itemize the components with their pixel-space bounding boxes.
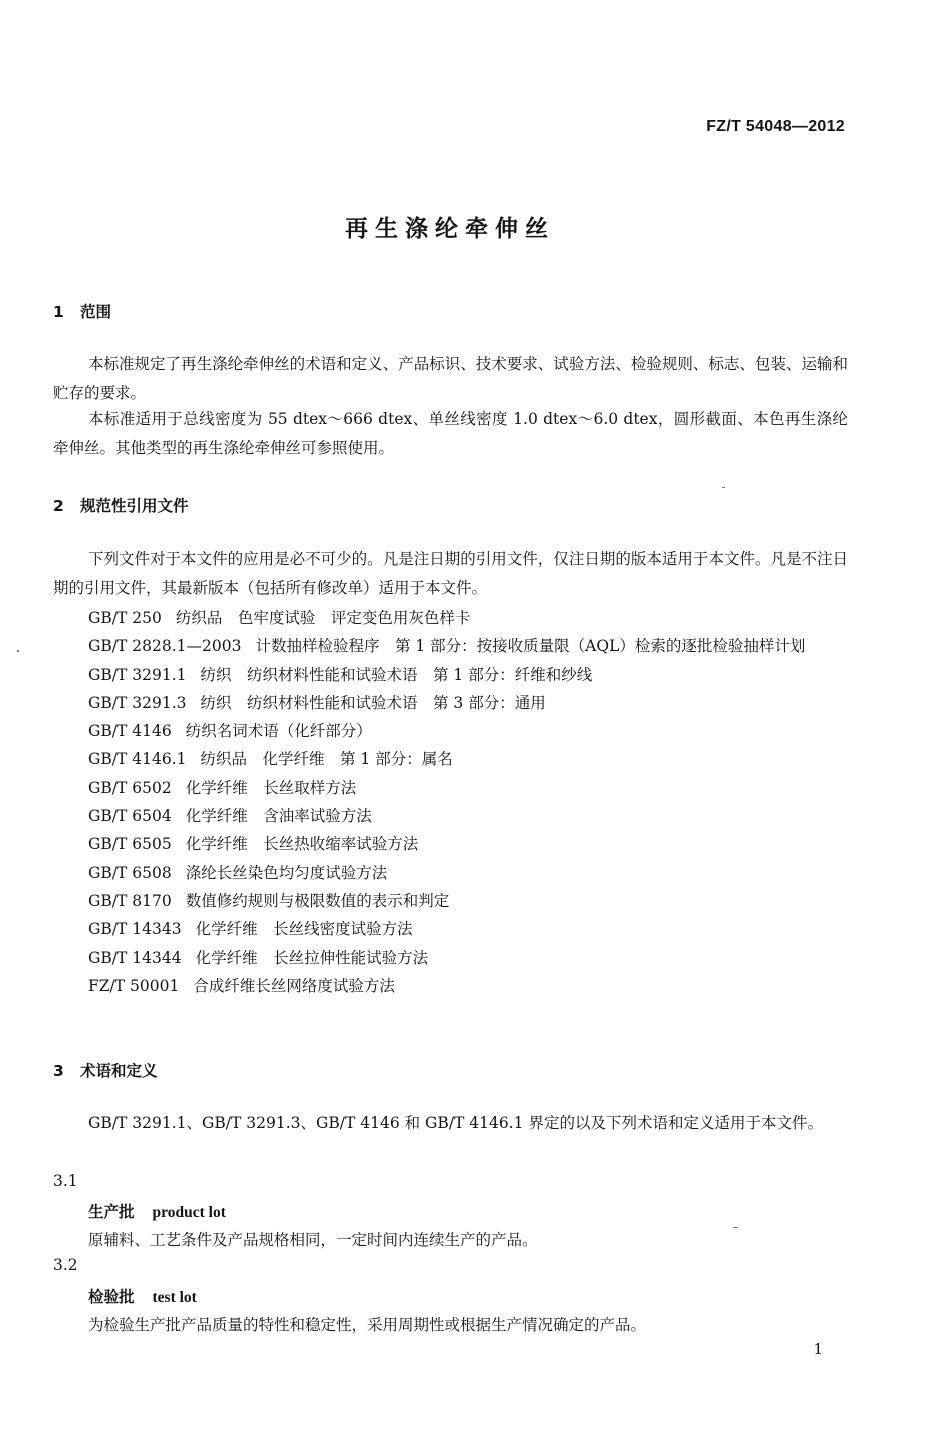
section-3-heading <box>53 1059 158 1081</box>
section-1-number: 1 <box>53 303 64 321</box>
term-entry <box>88 1200 226 1222</box>
term-english: test lot <box>152 1289 197 1306</box>
reference-title: 化学纤维 长丝取样方法 <box>185 778 357 797</box>
section-3-number: 3 <box>53 1062 64 1080</box>
reference-title: 化学纤维 长丝线密度试验方法 <box>195 920 413 939</box>
reference-code: GB/T 8170 <box>88 891 172 910</box>
section-2-intro: 下列文件对于本文件的应用是必不可少的。凡是注日期的引用文件，仅注日期的版本适用于本文件。凡是不注日期的引用文件，其最新版本（包括所有修改单）适用于本文件。 <box>53 550 848 597</box>
reference-title: 化学纤维 长丝拉伸性能试验方法 <box>195 948 429 967</box>
reference-item <box>88 632 848 660</box>
scan-speck <box>17 650 19 652</box>
reference-item <box>88 859 848 887</box>
section-2-heading <box>53 494 189 516</box>
reference-item <box>88 802 848 830</box>
normative-reference-list <box>88 604 848 1000</box>
reference-item <box>88 887 848 915</box>
term-definition: 为检验生产批产品质量的特性和稳定性，采用周期性或根据生产情况确定的产品。 <box>88 1316 647 1334</box>
reference-code: GB/T 2828.1—2003 <box>88 637 242 656</box>
scan-speck <box>733 1227 738 1228</box>
reference-code: FZ/T 50001 <box>88 976 180 995</box>
reference-title: 化学纤维 长丝热收缩率试验方法 <box>185 835 419 854</box>
clause-number: 3.2 <box>53 1256 78 1274</box>
reference-code: GB/T 4146 <box>88 722 172 741</box>
reference-item <box>88 717 848 745</box>
reference-item <box>88 689 848 717</box>
reference-item <box>88 915 848 943</box>
reference-code: GB/T 6502 <box>88 778 172 797</box>
section-3-intro: GB/T 3291.1、GB/T 3291.3、GB/T 4146 和 GB/T 4146.1 界定的以及下列术语和定义适用于本文件。 <box>88 1114 823 1132</box>
scan-speck <box>722 487 725 488</box>
reference-code: GB/T 250 <box>88 609 162 627</box>
section-2-number: 2 <box>53 497 64 515</box>
reference-item <box>88 661 848 689</box>
reference-title: 纺织 纺织材料性能和试验术语 第 3 部分：通用 <box>200 693 546 712</box>
reference-item <box>88 830 848 858</box>
term-chinese: 生产批 <box>88 1203 135 1221</box>
reference-code: GB/T 14343 <box>88 920 182 939</box>
section-3-title: 术语和定义 <box>80 1062 158 1080</box>
section-1-paragraph-1: 本标准规定了再生涤纶牵伸丝的术语和定义、产品标识、技术要求、试验方法、检验规则、标志、包装、运输和贮存的要求。 <box>53 355 848 402</box>
reference-code: GB/T 6505 <box>88 835 172 854</box>
reference-code: GB/T 4146.1 <box>88 750 187 769</box>
reference-title: 数值修约规则与极限数值的表示和判定 <box>185 891 450 910</box>
reference-title: 纺织品 化学纤维 第 1 部分：属名 <box>200 750 453 769</box>
reference-item <box>88 944 848 972</box>
term-definition: 原辅料、工艺条件及产品规格相同，一定时间内连续生产的产品。 <box>88 1231 538 1249</box>
reference-code: GB/T 3291.1 <box>88 665 187 684</box>
clause-number: 3.1 <box>53 1172 78 1190</box>
term-english: product lot <box>152 1204 226 1221</box>
reference-item <box>88 774 848 802</box>
reference-title: 纺织 纺织材料性能和试验术语 第 1 部分：纤维和纱线 <box>200 665 593 684</box>
section-1-title: 范围 <box>80 303 112 321</box>
page-number: 1 <box>813 1340 823 1358</box>
standard-code: FZ/T 54048—2012 <box>706 118 845 135</box>
document-title: 再生涤纶牵伸丝 <box>345 216 555 242</box>
section-2-title: 规范性引用文件 <box>80 497 189 515</box>
reference-title: 涤纶长丝染色均匀度试验方法 <box>185 863 388 882</box>
section-1-heading <box>53 300 111 322</box>
reference-title: 纺织品 色牢度试验 评定变色用灰色样卡 <box>175 609 471 627</box>
reference-title: 化学纤维 含油率试验方法 <box>185 807 372 826</box>
reference-code: GB/T 14344 <box>88 948 182 967</box>
reference-title: 计数抽样检验程序 第 1 部分：按接收质量限（AQL）检索的逐批检验抽样计划 <box>255 637 806 656</box>
reference-item <box>88 972 848 1000</box>
reference-title: 纺织名词术语（化纤部分） <box>185 722 372 741</box>
reference-code: GB/T 6504 <box>88 807 172 826</box>
reference-item <box>88 745 848 773</box>
reference-title: 合成纤维长丝网络度试验方法 <box>193 976 395 995</box>
term-chinese: 检验批 <box>88 1288 135 1306</box>
section-1-paragraph-2: 本标准适用于总线密度为 55 dtex～666 dtex、单丝线密度 1.0 dtex～6.0 dtex，圆形截面、本色再生涤纶牵伸丝。其他类型的再生涤纶牵伸丝可参照使用。 <box>53 410 848 457</box>
reference-code: GB/T 3291.3 <box>88 693 187 712</box>
reference-item <box>88 604 848 632</box>
term-entry <box>88 1285 197 1307</box>
reference-code: GB/T 6508 <box>88 863 172 882</box>
